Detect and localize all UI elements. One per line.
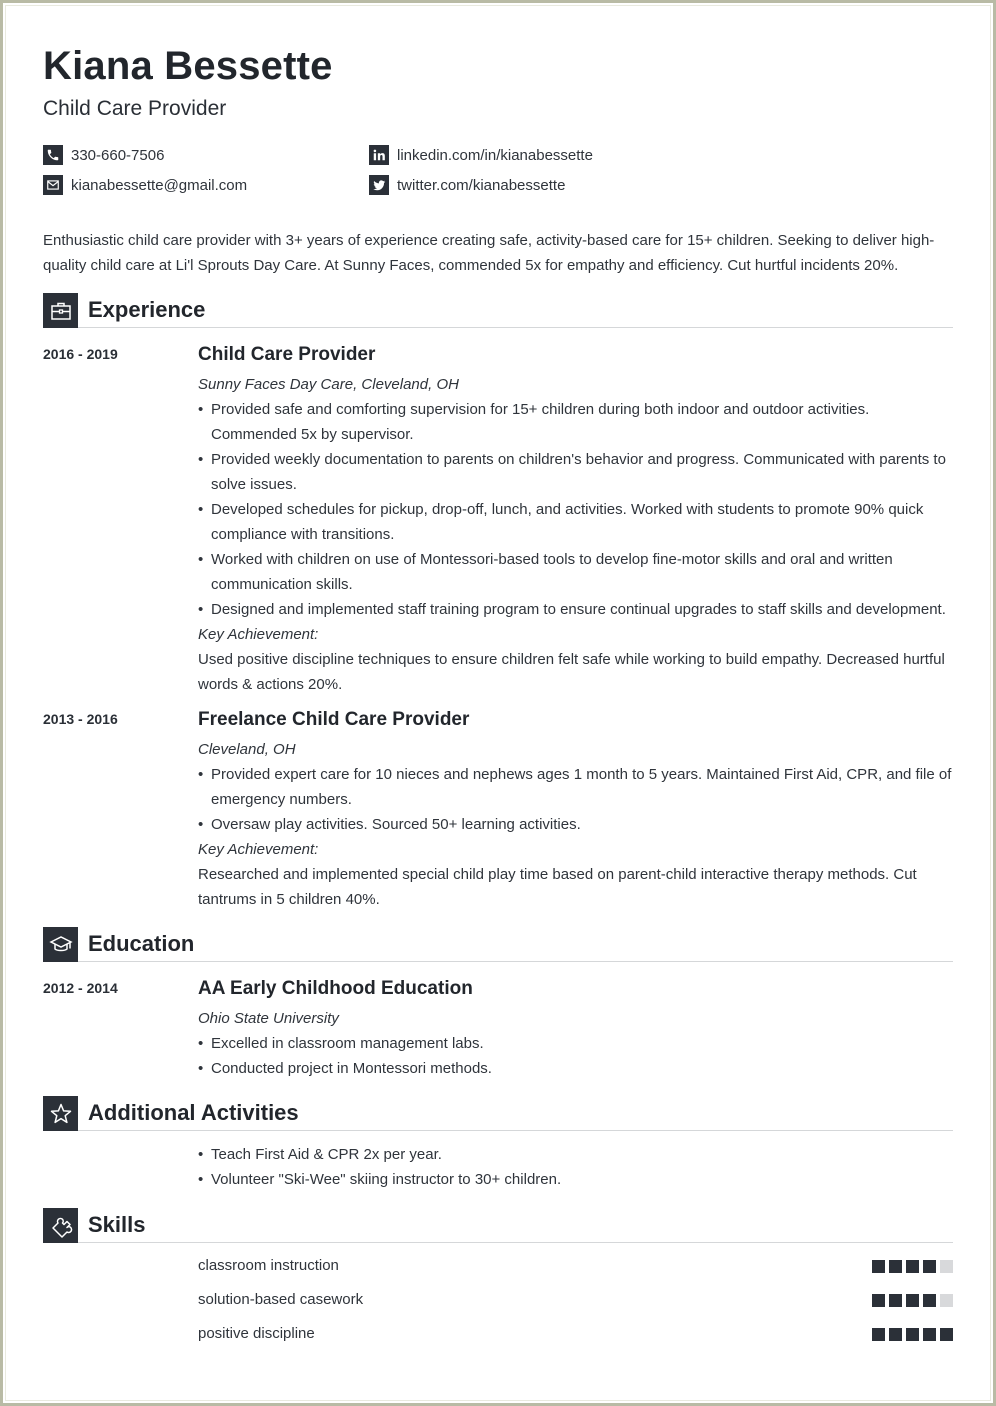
degree-title: AA Early Childhood Education: [198, 978, 473, 999]
skill-level-filled: [923, 1294, 936, 1307]
briefcase-icon: [43, 293, 78, 328]
phone-text: 330-660-7506: [71, 146, 165, 164]
star-icon: [43, 1096, 78, 1131]
activities-entry: [198, 1142, 958, 1192]
key-achievement-label: Key Achievement:: [198, 626, 319, 643]
skill-rating: [868, 1294, 953, 1307]
candidate-title: Child Care Provider: [43, 97, 227, 120]
puzzle-icon: [43, 1208, 78, 1243]
section-divider: [78, 327, 953, 328]
skill-rating: [868, 1328, 953, 1341]
school-name: Ohio State University: [198, 1010, 339, 1027]
job-entry: [198, 708, 958, 912]
job-title: Freelance Child Care Provider: [198, 709, 470, 730]
skill-level-filled: [906, 1260, 919, 1273]
skill-level-empty: [940, 1260, 953, 1273]
skill-row: [198, 1256, 953, 1276]
skill-row: [198, 1324, 953, 1344]
skill-level-empty: [940, 1294, 953, 1307]
skill-name: solution-based casework: [198, 1291, 364, 1308]
skill-level-filled: [889, 1294, 902, 1307]
candidate-name: Kiana Bessette: [43, 44, 333, 88]
job-bullets: [198, 397, 958, 622]
contact-twitter: [369, 174, 565, 196]
twitter-icon: [369, 175, 389, 195]
list-item: • Designed and implemented staff training program to ensure continual upgrades to staff skills and development.: [198, 597, 958, 622]
skill-level-filled: [923, 1328, 936, 1341]
twitter-text: twitter.com/kianabessette: [397, 176, 566, 194]
job-company: Sunny Faces Day Care, Cleveland, OH: [198, 376, 459, 393]
job-title: Child Care Provider: [198, 344, 376, 365]
skill-name: positive discipline: [198, 1325, 315, 1342]
skill-level-filled: [906, 1328, 919, 1341]
linkedin-icon: [369, 145, 389, 165]
skill-level-filled: [906, 1294, 919, 1307]
skill-row: [198, 1290, 953, 1310]
skills-section-header: [43, 1208, 953, 1244]
list-item: • Provided expert care for 10 nieces and nephews ages 1 month to 5 years. Maintained First Aid, CPR, and file of emergency numbers.: [198, 762, 958, 812]
experience-title: Experience: [88, 297, 206, 322]
education-entry: [198, 977, 958, 1081]
skill-level-filled: [872, 1260, 885, 1273]
key-achievement-text: Researched and implemented special child play time based on parent-child interactive therapy methods. Cut tantrums in 5 children 40%.: [198, 866, 917, 908]
section-divider: [78, 1242, 953, 1243]
skill-level-filled: [940, 1328, 953, 1341]
contact-phone: [43, 144, 164, 166]
professional-summary: Enthusiastic child care provider with 3+ years of experience creating safe, activity-based care for 15+ children. Seeking to deliver high-quality child care at Li'l Sprouts Day Care. At Sunny Faces, commended 5x for empathy and efficiency. Cut hurtful incidents 20%.: [43, 232, 935, 274]
list-item: • Volunteer "Ski-Wee" skiing instructor to 30+ children.: [198, 1167, 958, 1192]
job-dates: 2013 - 2016: [43, 711, 118, 727]
job-bullets: [198, 762, 958, 837]
activities-title: Additional Activities: [88, 1100, 299, 1125]
job-company: Cleveland, OH: [198, 741, 296, 758]
education-section-header: [43, 927, 953, 963]
skills-title: Skills: [88, 1212, 146, 1237]
skill-name: classroom instruction: [198, 1257, 339, 1274]
contact-email: [43, 174, 247, 196]
skill-rating: [868, 1260, 953, 1273]
email-icon: [43, 175, 63, 195]
list-item: • Provided weekly documentation to parents on children's behavior and progress. Communicated with parents to solve issues.: [198, 447, 958, 497]
list-item: • Excelled in classroom management labs.: [198, 1031, 958, 1056]
graduation-cap-icon: [43, 927, 78, 962]
skill-level-filled: [872, 1294, 885, 1307]
list-item: • Oversaw play activities. Sourced 50+ learning activities.: [198, 812, 958, 837]
skill-level-filled: [923, 1260, 936, 1273]
skill-level-filled: [872, 1328, 885, 1341]
job-dates: 2016 - 2019: [43, 346, 118, 362]
skill-level-filled: [889, 1328, 902, 1341]
section-divider: [78, 1130, 953, 1131]
experience-section-header: [43, 293, 953, 329]
phone-icon: [43, 145, 63, 165]
list-item: • Provided safe and comforting supervision for 15+ children during both indoor and outdoor activities. Commended 5x by supervisor.: [198, 397, 958, 447]
education-dates: 2012 - 2014: [43, 980, 118, 996]
section-divider: [78, 961, 953, 962]
list-item: • Developed schedules for pickup, drop-off, lunch, and activities. Worked with students to promote 90% quick compliance with transitions.: [198, 497, 958, 547]
contact-linkedin: [369, 144, 593, 166]
list-item: • Worked with children on use of Montessori-based tools to develop fine-motor skills and oral and written communication skills.: [198, 547, 958, 597]
linkedin-text: linkedin.com/in/kianabessette: [397, 146, 593, 164]
education-title: Education: [88, 931, 195, 956]
education-bullets: [198, 1031, 958, 1081]
activities-section-header: [43, 1096, 953, 1132]
list-item: • Conducted project in Montessori methods.: [198, 1056, 958, 1081]
key-achievement-text: Used positive discipline techniques to ensure children felt safe while working to build empathy. Decreased hurtful words & actions 20%.: [198, 651, 945, 693]
skill-level-filled: [889, 1260, 902, 1273]
email-text: kianabessette@gmail.com: [71, 176, 248, 194]
list-item: • Teach First Aid & CPR 2x per year.: [198, 1142, 958, 1167]
job-entry: [198, 343, 958, 697]
key-achievement-label: Key Achievement:: [198, 841, 319, 858]
activities-bullets: [198, 1142, 958, 1192]
